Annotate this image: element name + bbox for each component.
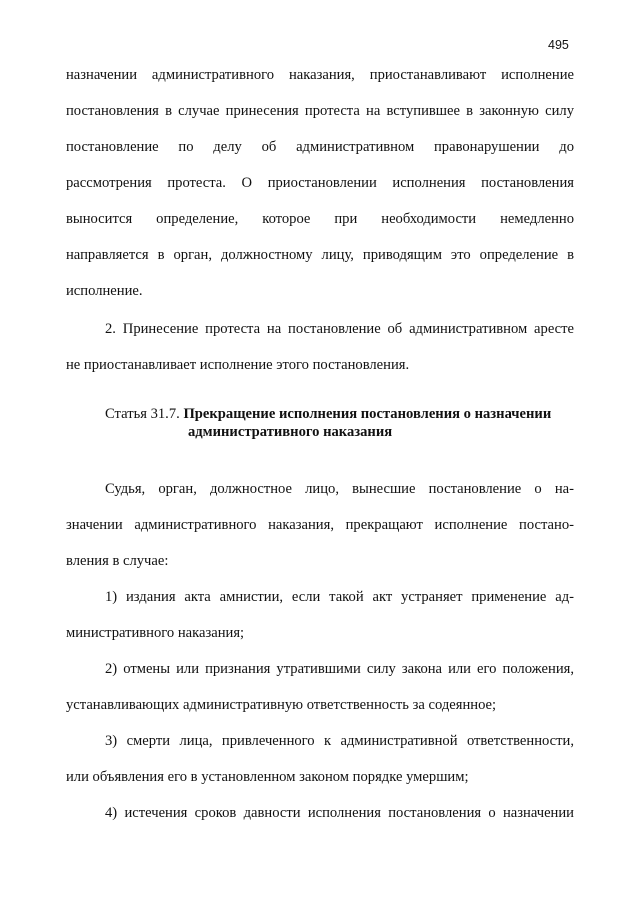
text-line: или объявления его в установленном законом порядке умершим; [66,769,469,785]
list-item: 4) истечения сроков давности исполнения постановления о назначении [105,805,574,821]
text-line: устанавливающих административную ответственность за содеянное; [66,697,497,713]
article-title-line2: административного наказания [188,424,393,440]
text-line: постановление по делу об административном правонарушении до [66,139,574,155]
list-item: 2) отмены или признания утратившими силу закона или его положения, [105,661,574,677]
text-line: назначении административного наказания, приостанавливают исполнение [66,67,574,83]
text-line: исполнение. [66,283,143,299]
text-line: значении административного наказания, прекращают исполнение постано- [66,517,574,533]
article-heading [105,405,552,440]
text-line: вления в случае: [66,553,169,569]
text-line: 2. Принесение протеста на постановление об административном аресте [105,321,574,337]
text-line: рассмотрения протеста. О приостановлении исполнения постановления [66,175,574,191]
article-title: Прекращение исполнения постановления о назначении [183,406,552,422]
text-line: министративного наказания; [66,625,245,641]
text-line: направляется в орган, должностному лицу, приводящим это определение в [66,247,574,263]
page-number: 495 [548,38,569,52]
text-line: Судья, орган, должностное лицо, вынесшие постановление о на- [105,481,574,497]
text-line: постановления в случае принесения протеста на вступившее в законную силу [66,103,574,119]
article-number: Статья 31.7. [105,406,180,422]
text-line: не приостанавливает исполнение этого постановления. [66,357,410,373]
text-line: выносится определение, которое при необходимости немедленно [66,211,574,227]
list-item: 3) смерти лица, привлеченного к административной ответственности, [105,733,574,749]
list-item: 1) издания акта амнистии, если такой акт устраняет применение ад- [105,589,574,605]
